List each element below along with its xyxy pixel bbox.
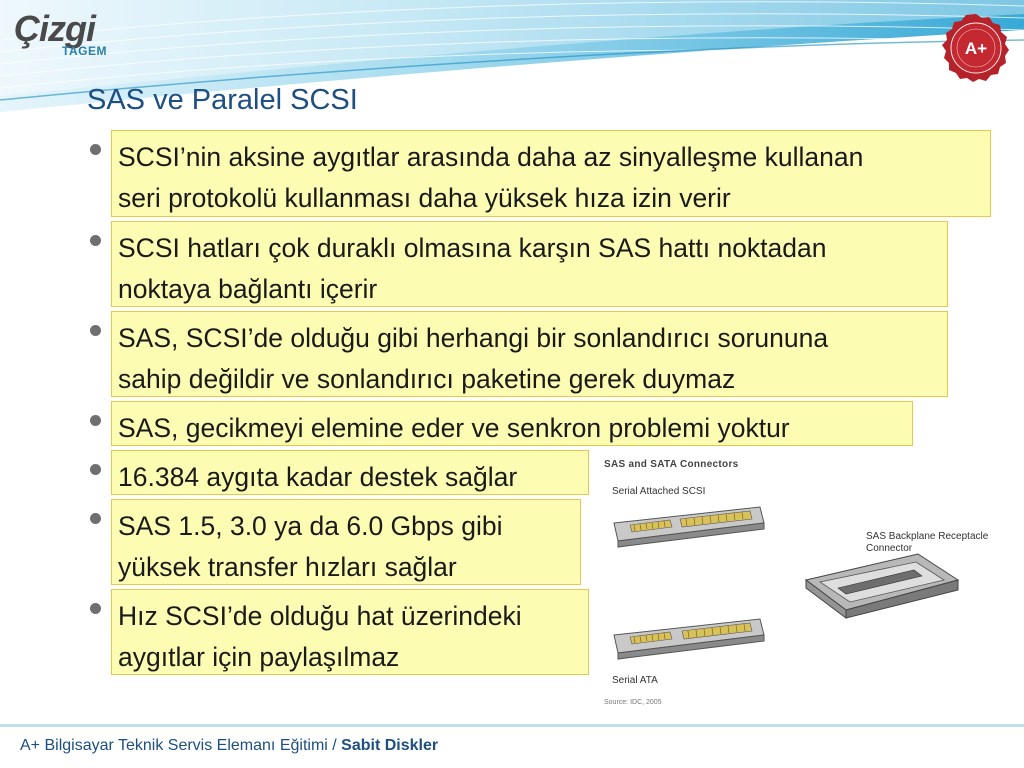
bullet-line: 16.384 aygıta kadar destek sağlar [118,462,518,492]
bullet-dot-icon [90,415,101,426]
bullet-line: SAS, gecikmeyi elemine eder ve senkron problemi yoktur [118,413,790,443]
bullet-text [111,450,589,495]
bullet-line: SCSI’nin aksine aygıtlar arasında daha az sinyalleşme kullanan [118,142,864,172]
bullet-line: SCSI hatları çok duraklı olmasına karşın SAS hattı noktadan [118,233,827,263]
label-backplane-line: Connector [866,543,913,554]
footer [20,737,438,755]
footer-divider [0,724,1024,727]
company-logo [14,8,114,68]
label-sata: Serial ATA [612,675,658,686]
bullet-dot-icon [90,603,101,614]
bullet-line: seri protokolü kullanması daha yüksek hıza izin verir [118,183,731,213]
bullet-dot-icon [90,325,101,336]
bullet-text [111,311,948,397]
sas-connector-icon [610,501,770,551]
label-backplane-line: SAS Backplane Receptacle [866,531,989,542]
figure-title: SAS and SATA Connectors [604,459,739,470]
bullet-text [111,221,948,307]
bullet-line: sahip değildir ve sonlandırıcı paketine gerek duymaz [118,364,736,394]
bullet-line: noktaya bağlantı içerir [118,274,378,304]
bullet-text [111,589,589,675]
bullet-text [111,401,913,446]
seal-text: A+ [964,39,988,58]
bullet-text [111,130,991,217]
footer-topic: Sabit Diskler [341,737,439,754]
bullet-dot-icon [90,513,101,524]
bullet-line: aygıtlar için paylaşılmaz [118,642,400,672]
bullet-dot-icon [90,464,101,475]
bullet-text [111,499,581,585]
bullet-dot-icon [90,144,101,155]
bullet-line: SAS 1.5, 3.0 ya da 6.0 Gbps gibi [118,511,503,541]
footer-course: A+ Bilgisayar Teknik Servis Elemanı Eğitimi / [20,737,337,754]
logo-wordmark: Çizgi [14,8,95,49]
sata-connector-icon [610,613,770,663]
label-sas: Serial Attached SCSI [612,486,706,497]
logo-subtitle: TAGEM [62,44,107,58]
bullet-line: Hız SCSI’de olduğu hat üzerindeki [118,601,522,631]
certification-seal-icon [940,12,1012,84]
slide-title: SAS ve Paralel SCSI [87,84,358,116]
bullet-dot-icon [90,235,101,246]
bullet-line: SAS, SCSI’de olduğu gibi herhangi bir sonlandırıcı sorununa [118,323,829,353]
connector-figure [590,455,1008,710]
figure-source: Source: IDC, 2005 [604,699,662,706]
bullet-line: yüksek transfer hızları sağlar [118,552,457,582]
sas-backplane-connector-icon [798,550,968,620]
